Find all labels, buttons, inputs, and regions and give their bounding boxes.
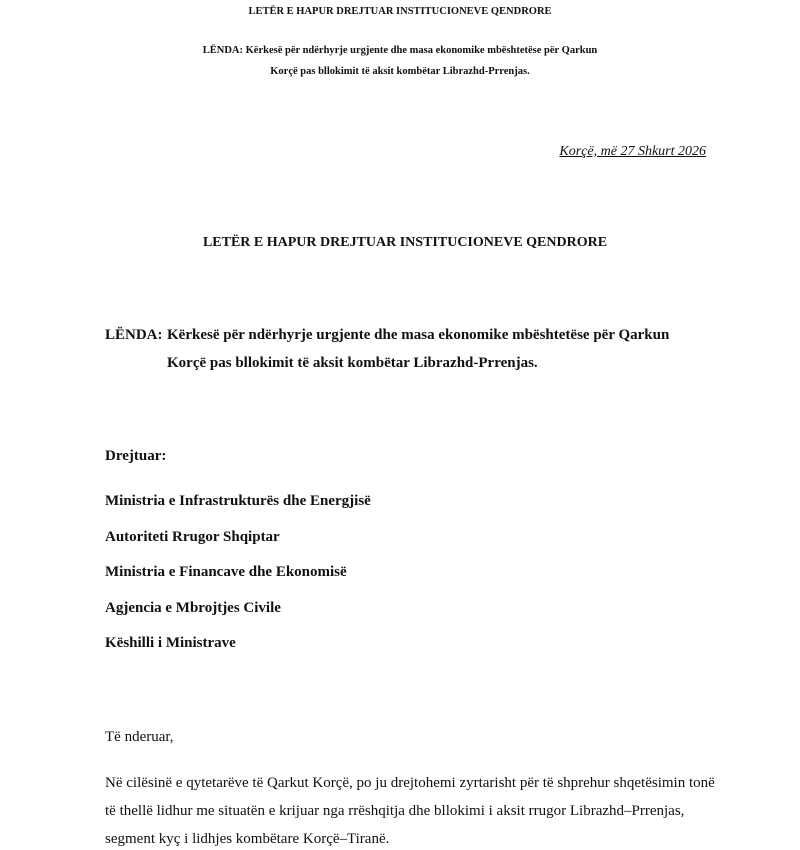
letter-title: LETËR E HAPUR DREJTUAR INSTITUCIONEVE QENDRORE (202, 235, 608, 250)
recipient-item: Ministria e Financave dhe Ekonomisë (105, 564, 347, 580)
page-header-title: LETËR E HAPUR DREJTUAR INSTITUCIONEVE QENDRORE (248, 6, 552, 17)
page-header-subject-line: LËNDA: Kërkesë për ndërhyrje urgjente dhe masa ekonomike mbështetëse për Qarkun (202, 45, 598, 56)
letter-date: Korçë, më 27 Shkurt 2026 (559, 144, 706, 159)
subject-label: LËNDA: (105, 327, 163, 343)
subject-line: Kërkesë për ndërhyrje urgjente dhe masa ekonomike mbështetëse për Qarkun (167, 327, 670, 343)
recipient-item: Këshilli i Ministrave (105, 635, 236, 651)
subject-line: Korçë pas bllokimit të aksit kombëtar Librazhd-Prrenjas. (167, 355, 538, 371)
recipient-item: Autoriteti Rrugor Shqiptar (105, 529, 280, 545)
body-line: të thellë lidhur me situatën e krijuar nga rrëshqitja dhe bllokimi i aksit rrugor Librazhd–Prrenjas, (105, 803, 685, 819)
recipient-item: Ministria e Infrastrukturës dhe Energjisë (105, 493, 371, 509)
salutation: Të nderuar, (105, 729, 174, 745)
body-line: Në cilësinë e qytetarëve të Qarkut Korçë, po ju drejtohemi zyrtarisht për të shprehur shqetësimin tonë (105, 775, 715, 791)
addressed-to-label: Drejtuar: (105, 448, 167, 464)
recipient-item: Agjencia e Mbrojtjes Civile (105, 600, 281, 616)
body-line: segment kyç i lidhjes kombëtare Korçë–Tiranë. (105, 831, 390, 847)
page-header-subject-line: Korçë pas bllokimit të aksit kombëtar Librazhd-Prrenjas. (270, 66, 530, 77)
